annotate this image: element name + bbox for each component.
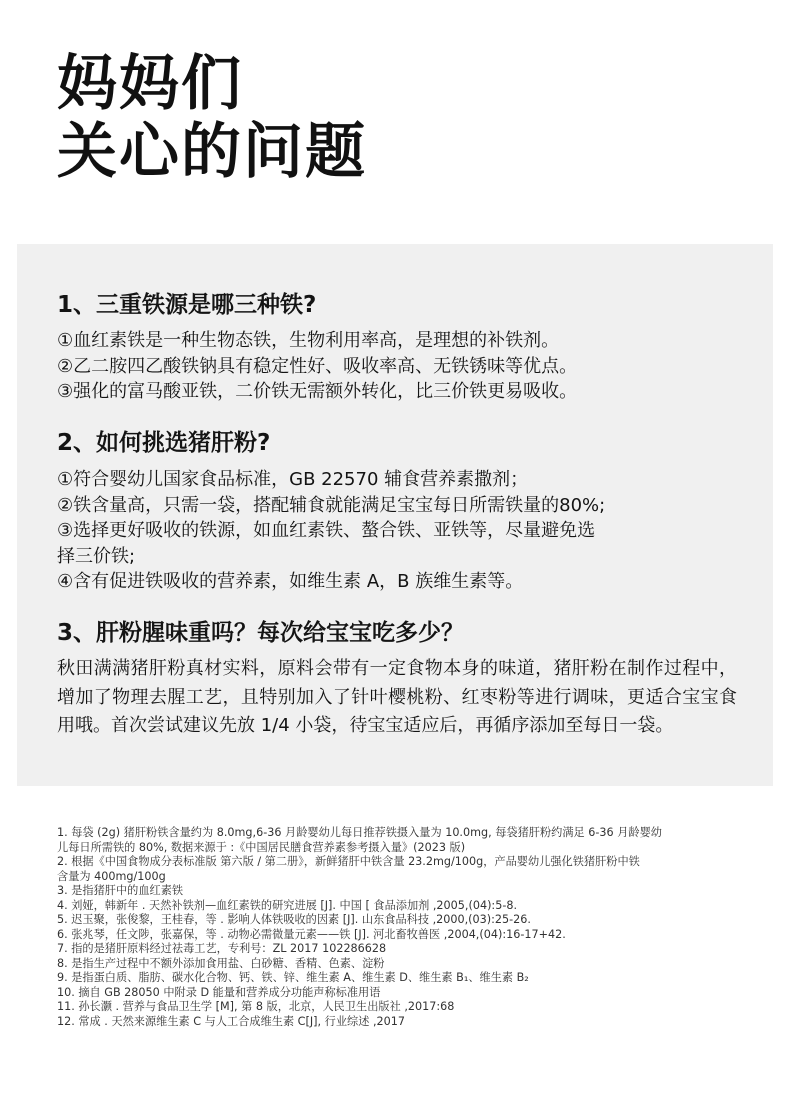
question-3-answer: 秋田满满猪肝粉真材实料，原料会带有一定食物本身的味道，猪肝粉在制作过程中，增加了物理去腥工艺，且特别加入了针叶樱桃粉、红枣粉等进行调味，更适合宝宝食用哦。首次尝试建议先放 1/4 小袋，待宝宝适应后，再循序添加至每日一袋。	[57, 658, 737, 736]
reference-item: 3. 是指猪肝中的血红素铁	[57, 884, 184, 897]
reference-item: 8. 是指生产过程中不额外添加食用盐、白砂糖、香精、色素、淀粉	[57, 956, 385, 970]
reference-item: 儿每日所需铁的 80%, 数据来源于 :《中国居民膳食营养素参考摄入量》(2023 版)	[57, 840, 466, 854]
question-1-answer	[57, 328, 747, 405]
page-title	[57, 50, 367, 186]
reference-item: 11. 孙长灏 . 营养与食品卫生学 [M], 第 8 版，北京，人民卫生出版社 ,2017:68	[57, 1000, 455, 1013]
reference-item: 10. 摘自 GB 28050 中附录 D 能量和营养成分功能声称标准用语	[57, 985, 381, 999]
answer-line: ③选择更好吸收的铁源，如血红素铁、螯合铁、亚铁等，尽量避免选	[57, 520, 596, 541]
answer-line: ③强化的富马酸亚铁，二价铁无需额外转化，比三价铁更易吸收。	[57, 381, 578, 402]
reference-item: 4. 刘娅，韩新年 . 天然补铁剂—血红素铁的研究进展 [J]. 中国 [ 食品添加剂 ,2005,(04):5-8.	[57, 898, 518, 912]
question-2-heading: 2、如何挑选猪肝粉?	[57, 430, 271, 456]
question-2-answer	[57, 467, 747, 595]
answer-line: ①血红素铁是一种生物态铁，生物利用率高，是理想的补铁剂。	[57, 330, 560, 351]
page-title-line-1: 妈妈们	[57, 49, 243, 119]
reference-item: 12. 常成 . 天然来源维生素 C 与人工合成维生素 C[J], 行业综述 ,2017	[57, 1014, 405, 1028]
page-title-line-2: 关心的问题	[57, 117, 367, 187]
reference-item: 1. 每袋 (2g) 猪肝粉铁含量约为 8.0mg,6-36 月龄婴幼儿每日推荐铁摄入量为 10.0mg, 每袋猪肝粉约满足 6-36 月龄婴幼	[57, 826, 662, 839]
reference-item: 9. 是指蛋白质、脂肪、碳水化合物、钙、铁、锌、维生素 A、维生素 D、维生素 B₁、维生素 B₂	[57, 971, 529, 984]
reference-item: 含量为 400mg/100g	[57, 869, 166, 883]
reference-item: 5. 迟玉聚，张俊黎，王桂春，等 . 影响人体铁吸收的因素 [J]. 山东食品科技 ,2000,(03):25-26.	[57, 913, 531, 926]
references-list	[57, 826, 747, 1029]
answer-line: 择三价铁;	[57, 545, 136, 567]
answer-line: ②乙二胺四乙酸铁钠具有稳定性好、吸收率高、无铁锈味等优点。	[57, 355, 578, 377]
answer-line: ①符合婴幼儿国家食品标准，GB 22570 辅食营养素撒剂；	[57, 469, 529, 490]
reference-item: 2. 根据《中国食物成分表标准版 第六版 / 第二册》，新鲜猪肝中铁含量 23.2mg/100g，产品婴幼儿强化铁猪肝粉中铁	[57, 855, 640, 868]
question-3-heading: 3、肝粉腥味重吗？每次给宝宝吃多少？	[57, 620, 465, 646]
reference-item: 6. 张兆琴，任文陟，张嘉保，等 . 动物必需微量元素——铁 [J]. 河北畜牧兽医 ,2004,(04):16-17+42.	[57, 927, 566, 941]
answer-line: ②铁含量高，只需一袋，搭配辅食就能满足宝宝每日所需铁量的80%;	[57, 494, 606, 516]
question-1-heading: 1、三重铁源是哪三种铁?	[57, 292, 317, 318]
reference-item: 7. 指的是猪肝原料经过祛毒工艺，专利号：ZL 2017 102286628	[57, 942, 387, 955]
answer-line: ④含有促进铁吸收的营养素，如维生素 A，B 族维生素等。	[57, 571, 524, 592]
